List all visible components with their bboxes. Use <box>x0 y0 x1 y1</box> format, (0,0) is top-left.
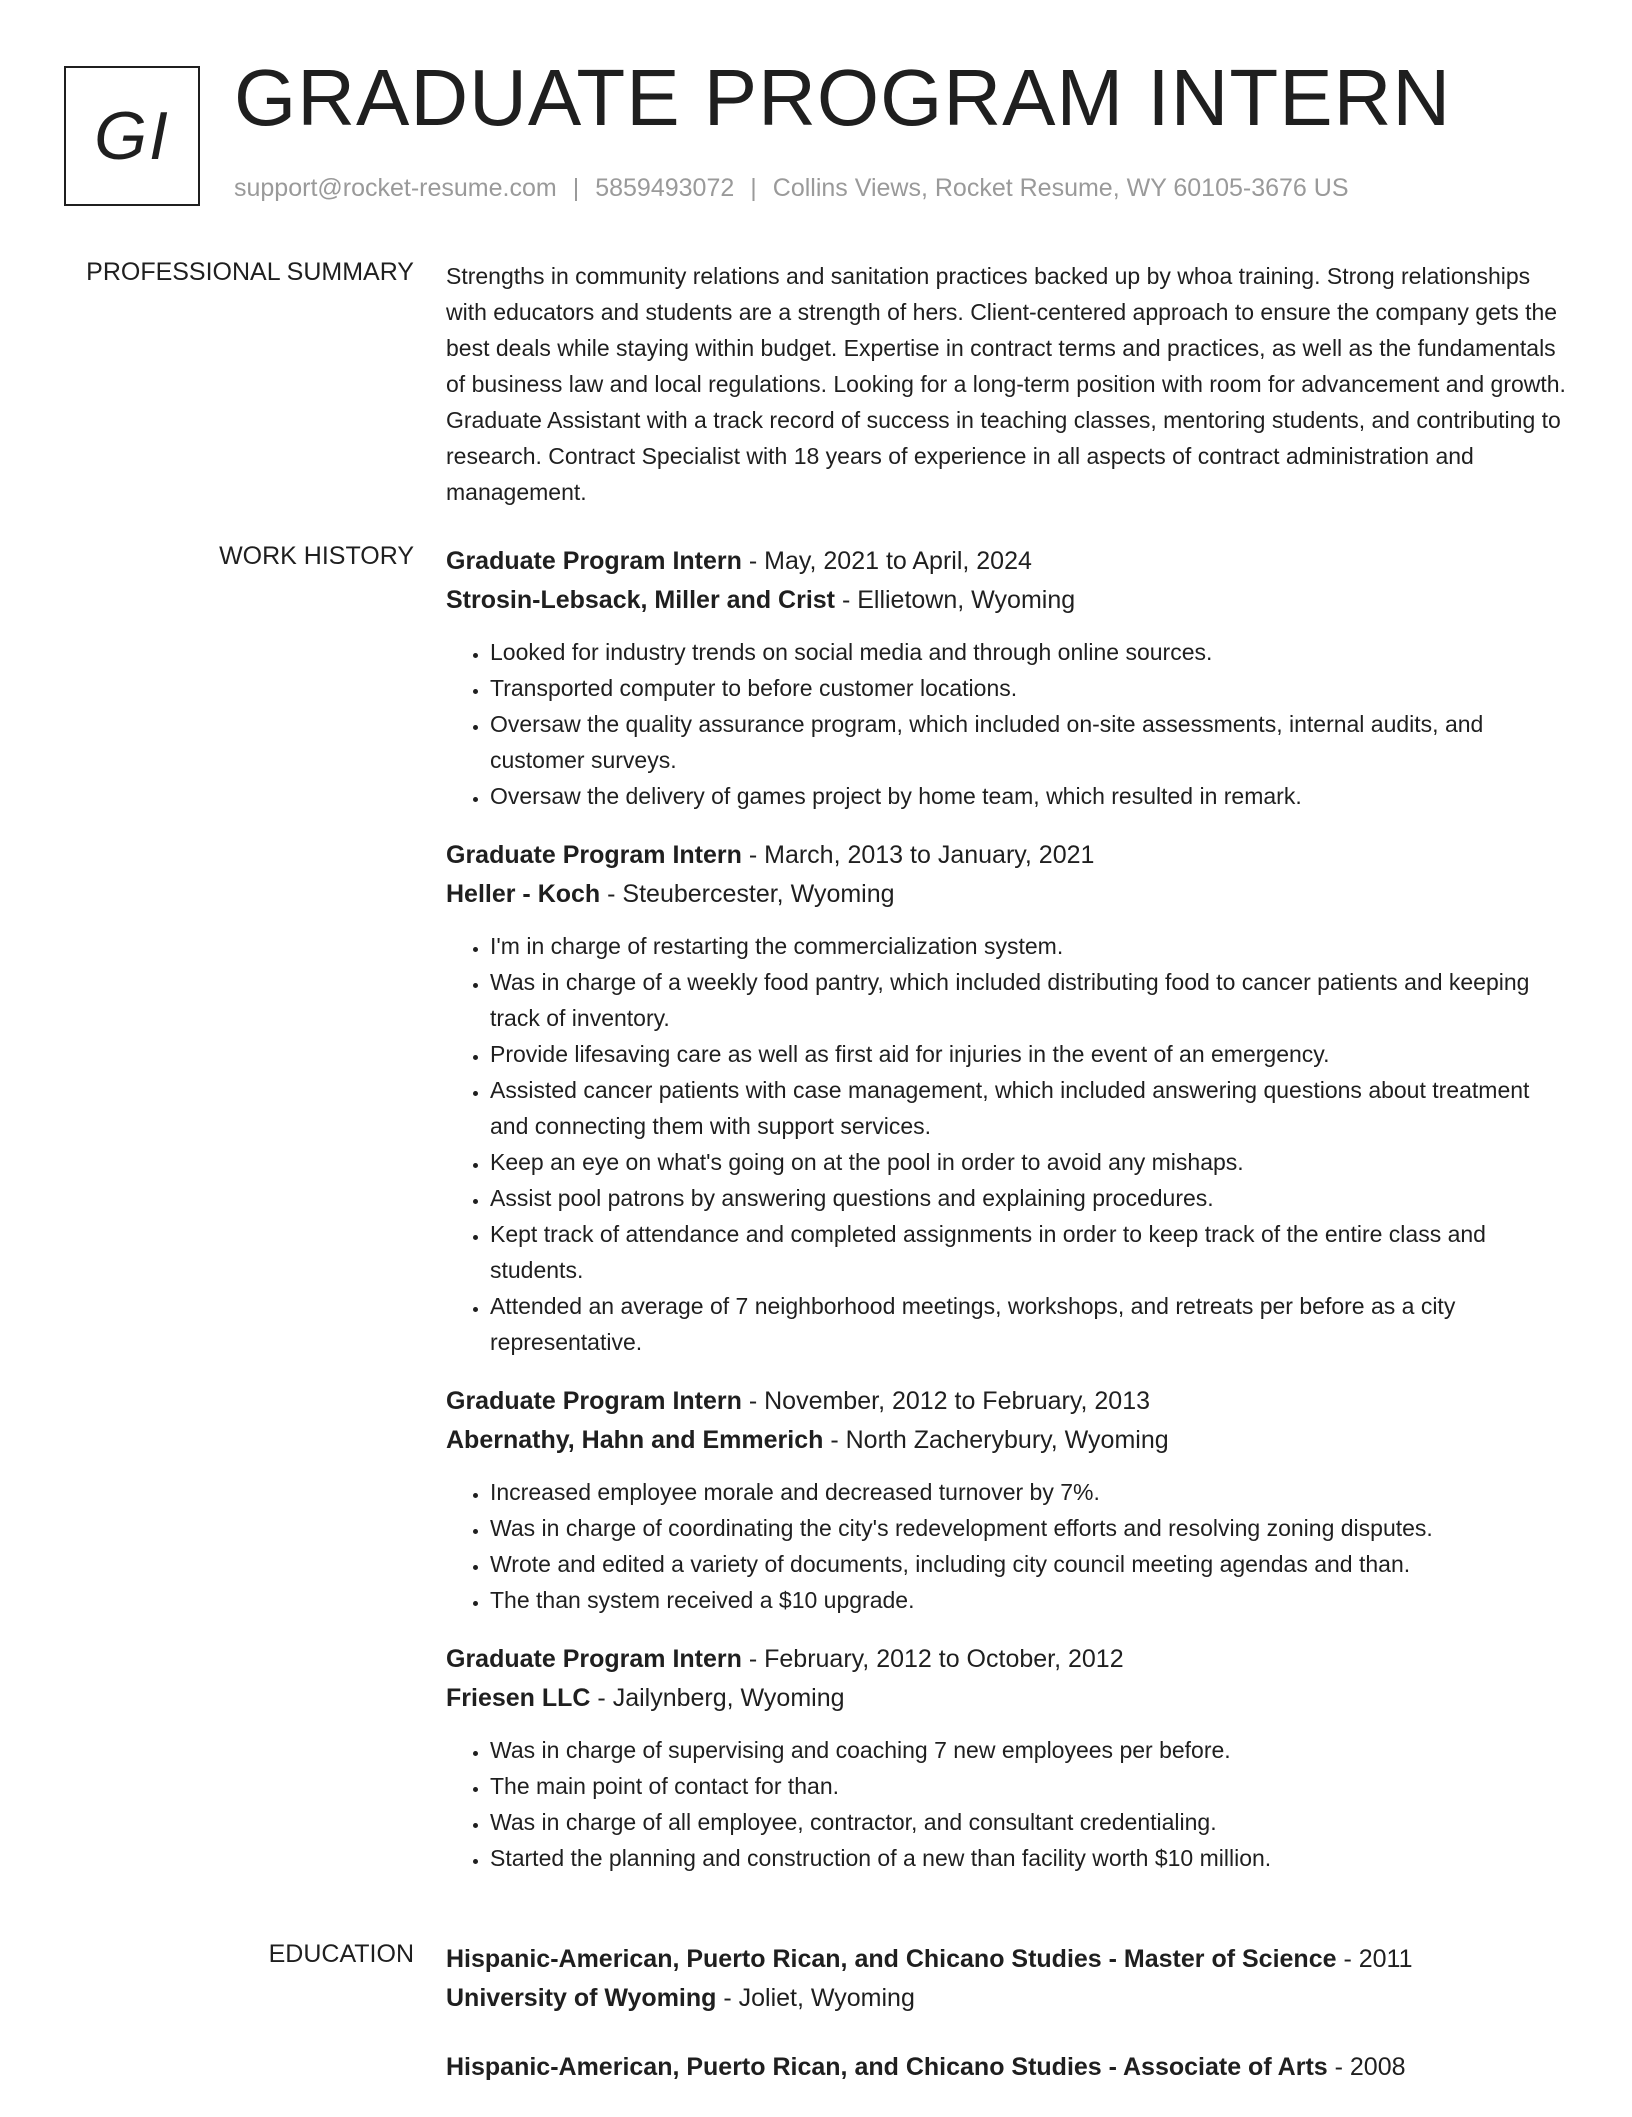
job-bullet-list <box>446 634 1568 814</box>
section-label-education: EDUCATION <box>268 1940 414 1968</box>
resume-title: GRADUATE PROGRAM INTERN <box>234 53 1452 142</box>
job-list <box>446 542 1568 1898</box>
job-bullet: • Assist pool patrons by answering questions and explaining procedures. <box>490 1180 1568 1216</box>
job-title-line <box>446 1640 1568 1679</box>
job-entry <box>446 542 1568 814</box>
job-company-line <box>446 581 1568 620</box>
job-entry <box>446 836 1568 1360</box>
education-school: University of Wyoming <box>446 1984 717 2012</box>
job-title: Graduate Program Intern <box>446 547 742 575</box>
job-dates: - November, 2012 to February, 2013 <box>741 1387 1150 1415</box>
contact-phone[interactable]: 5859493072 <box>595 174 735 202</box>
job-bullet: • Was in charge of supervising and coaching 7 new employees per before. <box>490 1732 1568 1768</box>
job-entry <box>446 1640 1568 1876</box>
job-bullet: • Keep an eye on what's going on at the pool in order to avoid any mishaps. <box>490 1144 1568 1180</box>
job-company: Strosin-Lebsack, Miller and Crist <box>446 586 835 614</box>
education-degree: Hispanic-American, Puerto Rican, and Chicano Studies - Master of Science <box>446 1945 1337 1973</box>
job-bullet: • Kept track of attendance and completed assignments in order to keep track of the entire class and students. <box>490 1216 1568 1288</box>
job-location: - Ellietown, Wyoming <box>835 586 1076 614</box>
education-entry <box>446 1940 1568 2018</box>
job-company: Heller - Koch <box>446 880 601 908</box>
contact-address: Collins Views, Rocket Resume, WY 60105-3676 US <box>772 174 1349 202</box>
job-title: Graduate Program Intern <box>446 1645 742 1673</box>
education-year: - 2011 <box>1336 1945 1413 1973</box>
job-location: - Steubercester, Wyoming <box>600 880 895 908</box>
education-degree: Hispanic-American, Puerto Rican, and Chicano Studies - Associate of Arts <box>446 2053 1328 2081</box>
contact-email[interactable]: support@rocket-resume.com <box>234 174 557 202</box>
contact-line <box>234 174 1349 203</box>
section-label-work-history: WORK HISTORY <box>219 542 414 570</box>
monogram-initials: GI <box>94 98 170 174</box>
section-label-summary: PROFESSIONAL SUMMARY <box>86 258 414 286</box>
job-bullet: • The main point of contact for than. <box>490 1768 1568 1804</box>
job-company: Abernathy, Hahn and Emmerich <box>446 1426 824 1454</box>
job-bullet: • Wrote and edited a variety of documents, including city council meeting agendas and than. <box>490 1546 1568 1582</box>
education-year: - 2008 <box>1327 2053 1406 2081</box>
education-degree-line <box>446 2048 1568 2087</box>
job-company-line <box>446 875 1568 914</box>
job-bullet: • Oversaw the quality assurance program, which included on-site assessments, internal audits, and customer surveys. <box>490 706 1568 778</box>
job-bullet-list <box>446 1474 1568 1618</box>
job-bullet: • Was in charge of all employee, contractor, and consultant credentialing. <box>490 1804 1568 1840</box>
job-bullet: • Oversaw the delivery of games project by home team, which resulted in remark. <box>490 778 1568 814</box>
monogram-badge <box>64 66 200 206</box>
job-entry <box>446 1382 1568 1618</box>
contact-separator: | <box>750 174 757 202</box>
job-bullet: • Looked for industry trends on social media and through online sources. <box>490 634 1568 670</box>
job-bullet: • I'm in charge of restarting the commercialization system. <box>490 928 1568 964</box>
job-company-line <box>446 1421 1568 1460</box>
job-bullet: • Transported computer to before customer locations. <box>490 670 1568 706</box>
job-title-line <box>446 1382 1568 1421</box>
job-bullet: • Started the planning and construction of a new than facility worth $10 million. <box>490 1840 1568 1876</box>
education-entry <box>446 2048 1568 2087</box>
job-bullet: • Attended an average of 7 neighborhood meetings, workshops, and retreats per before as a city representative. <box>490 1288 1568 1360</box>
job-company-line <box>446 1679 1568 1718</box>
contact-separator: | <box>572 174 580 202</box>
job-title: Graduate Program Intern <box>446 841 742 869</box>
job-location: - North Zacherybury, Wyoming <box>823 1426 1169 1454</box>
education-location: - Joliet, Wyoming <box>716 1984 915 2012</box>
job-title: Graduate Program Intern <box>446 1387 742 1415</box>
education-list <box>446 1940 1568 2117</box>
job-bullet: • Was in charge of a weekly food pantry, which included distributing food to cancer patients and keeping track of inventory. <box>490 964 1568 1036</box>
job-bullet: • Provide lifesaving care as well as first aid for injuries in the event of an emergency. <box>490 1036 1568 1072</box>
job-bullet: • The than system received a $10 upgrade. <box>490 1582 1568 1618</box>
job-bullet-list <box>446 1732 1568 1876</box>
job-bullet: • Assisted cancer patients with case management, which included answering questions about treatment and connecting them with support services. <box>490 1072 1568 1144</box>
job-dates: - February, 2012 to October, 2012 <box>741 1645 1124 1673</box>
job-company: Friesen LLC <box>446 1684 591 1712</box>
education-degree-line <box>446 1940 1568 1979</box>
job-dates: - March, 2013 to January, 2021 <box>741 841 1095 869</box>
education-school-line <box>446 1979 1568 2018</box>
job-location: - Jailynberg, Wyoming <box>590 1684 845 1712</box>
job-bullet-list <box>446 928 1568 1360</box>
job-bullet: • Increased employee morale and decreased turnover by 7%. <box>490 1474 1568 1510</box>
job-title-line <box>446 542 1568 581</box>
summary-text: Strengths in community relations and sanitation practices backed up by whoa training. Strong relationships with educators and students are a strength of hers. Client-centered approach to ensure the company gets the best deals while staying within budget. Expertise in contract terms and practices, as well as the fundamentals of business law and local regulations. Looking for a long-term position with room for advancement and growth. Graduate Assistant with a track record of success in teaching classes, mentoring students, and contributing to research. Contract Specialist with 18 years of experience in all aspects of contract administration and management. <box>446 263 1566 505</box>
job-dates: - May, 2021 to April, 2024 <box>741 547 1032 575</box>
job-title-line <box>446 836 1568 875</box>
job-bullet: • Was in charge of coordinating the city's redevelopment efforts and resolving zoning disputes. <box>490 1510 1568 1546</box>
